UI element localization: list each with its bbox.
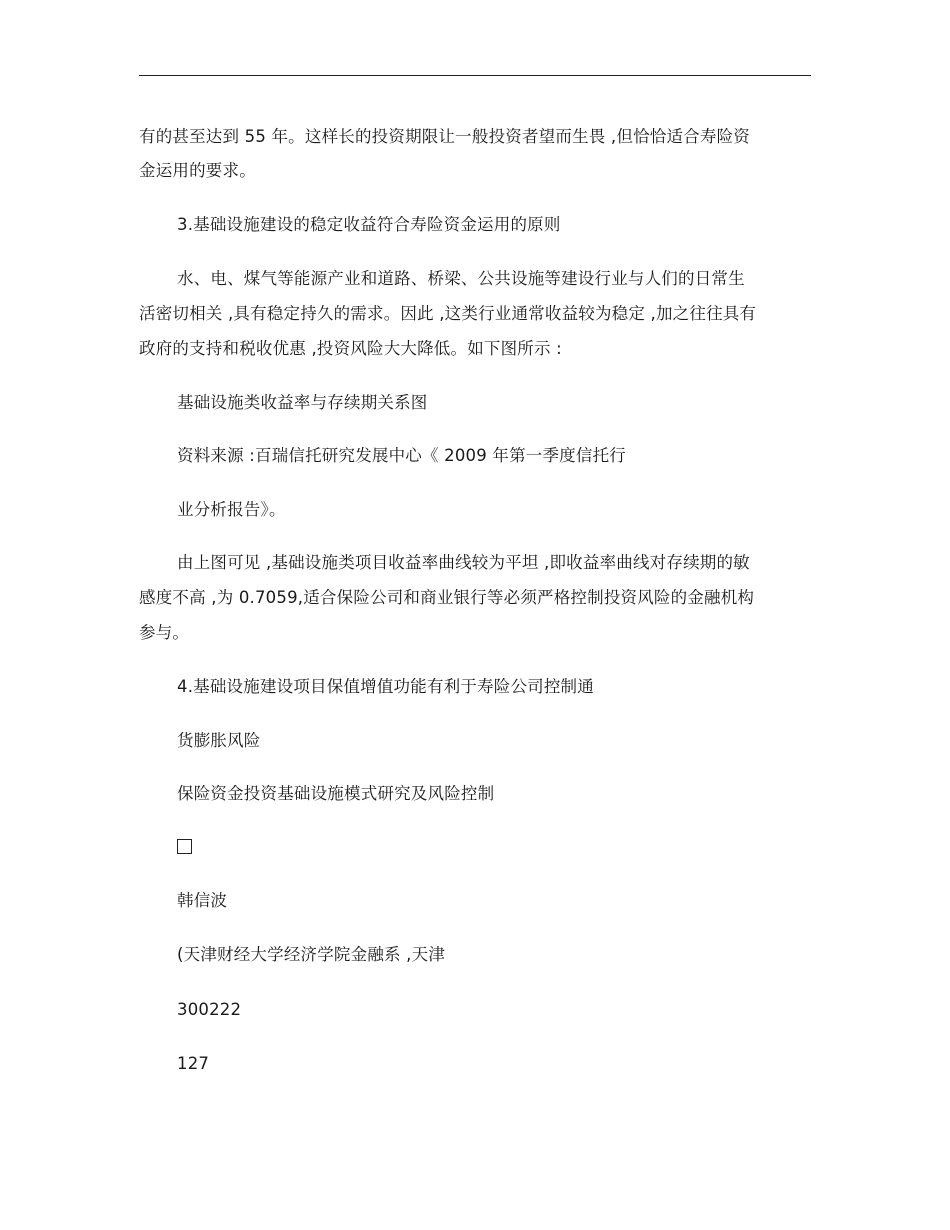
- paragraph3-line3: 参与。: [139, 623, 190, 642]
- paragraph2-line1: 水、电、煤气等能源产业和道路、桥梁、公共设施等建设行业与人们的日常生: [177, 269, 745, 288]
- author-affiliation: (天津财经大学经济学院金融系 ,天津: [177, 945, 446, 964]
- paragraph2-line2: 活密切相关 ,具有稳定持久的需求。因此 ,这类行业通常收益较为稳定 ,加之往往具有: [139, 304, 757, 323]
- source-line2: 业分析报告》。: [177, 500, 286, 519]
- header-rule: [139, 75, 811, 76]
- author-name: 韩信波: [177, 891, 228, 910]
- postal-code: 300222: [177, 1000, 242, 1019]
- section-heading-4-line1: 4.基础设施建设项目保值增值功能有利于寿险公司控制通: [177, 677, 594, 696]
- source-line1: 资料来源 :百瑞信托研究发展中心《 2009 年第一季度信托行: [177, 446, 626, 465]
- paragraph1-line1: 有的甚至达到 55 年。这样长的投资期限让一般投资者望而生畏 ,但恰恰适合寿险资: [139, 127, 750, 146]
- paragraph1-line2: 金运用的要求。: [139, 161, 256, 180]
- checkbox-icon: [177, 839, 192, 854]
- page-number: 127: [177, 1054, 210, 1073]
- paragraph3-line1: 由上图可见 ,基础设施类项目收益率曲线较为平坦 ,即收益率曲线对存续期的敏: [177, 553, 750, 572]
- section-heading-4-line2: 货膨胀风险: [177, 731, 261, 750]
- paragraph3-line2: 感度不高 ,为 0.7059,适合保险公司和商业银行等必须严格控制投资风险的金融机构: [139, 588, 755, 607]
- article-title: 保险资金投资基础设施模式研究及风险控制: [177, 784, 495, 803]
- paragraph2-line3: 政府的支持和税收优惠 ,投资风险大大降低。如下图所示 :: [139, 339, 562, 358]
- figure-caption: 基础设施类收益率与存续期关系图: [177, 393, 428, 412]
- section-heading-3: 3.基础设施建设的稳定收益符合寿险资金运用的原则: [177, 215, 561, 234]
